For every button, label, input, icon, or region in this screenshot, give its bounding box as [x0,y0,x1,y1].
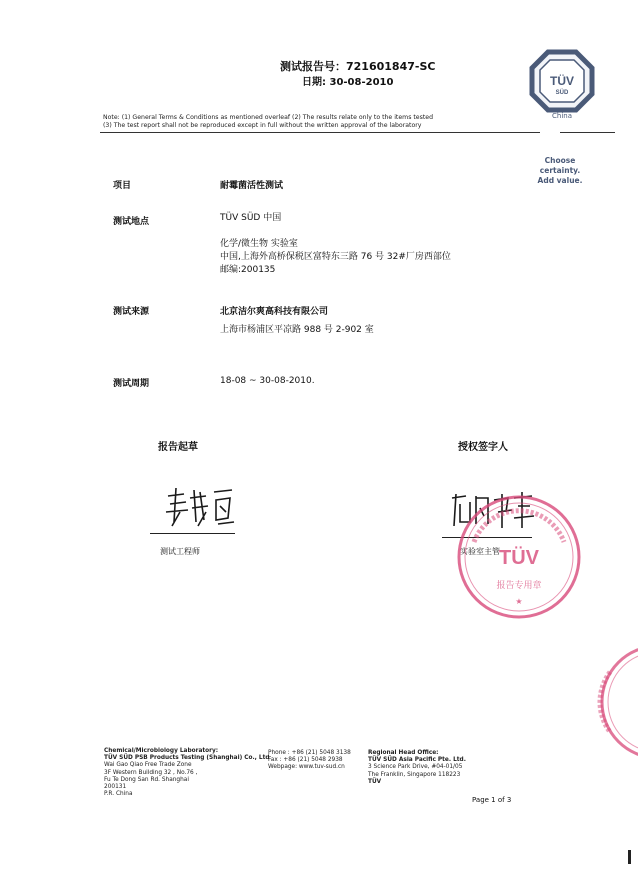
official-seal-stamp [454,492,584,622]
seal-bottom-text: 报告专用章 [496,581,542,591]
footer-regional-heading: Regional Head Office: [368,750,439,756]
footer-lab-line-5: Fu Te Dong San Rd. Shanghai [104,776,189,783]
source-label: 测试来源 [113,307,150,317]
footer-lab-line-6: 200131 [104,784,127,791]
drafter-signature [160,482,240,532]
logo-sub-text: SÜD [555,90,569,96]
slogan-line-2: Add value. [537,176,583,185]
source-company: 北京洁尔爽高科技有限公司 [220,307,329,317]
footer-lab-line-3: Wai Gao Qiao Free Trade Zone [104,762,192,769]
signatory-role: 实验室主管 [460,547,500,556]
footer-fax: Fax : +86 (21) 5048 2938 [268,757,343,764]
header-rule [100,132,540,133]
footer-contact-block [268,750,351,772]
site-line-2: 化学/微生物 实验室 [220,239,298,249]
header-rule-right [560,132,615,133]
logo-country: China [552,112,572,120]
period-label: 测试周期 [113,379,150,389]
item-label: 项目 [113,181,132,191]
footer-phone: Phone : +86 (21) 5048 3138 [268,750,351,756]
footer-regional-address-2: The Franklin, Singapore 118223 [368,771,461,778]
footer-lab-block [104,748,270,798]
scan-edge-mark [628,850,631,864]
footer-lab-company: TÜV SÜD PSB Products Testing (Shanghai) Co., Ltd [104,755,270,762]
footer-regional-block [368,750,466,786]
drafter-label: 报告起草 [158,442,198,453]
footer-webpage: Webpage: www.tuv-sud.cn [268,764,345,771]
page-number: Page 1 of 3 [472,796,512,804]
svg-text:★: ★ [515,597,523,606]
drafter-role: 测试工程师 [160,547,200,556]
logo-mark-text: TÜV [550,74,574,88]
note-line-2: (3) The test report shall not be reproduced except in full without the written approval of the laboratory [103,122,422,129]
footer-lab-heading: Chemical/Microbiology Laboratory: [104,748,219,754]
report-number: 测试报告号：721601847-SC [280,60,436,73]
partial-seal-stamp [596,642,638,762]
slogan-line-1: Choose certainty. [539,156,581,175]
site-line-1: TÜV SÜD 中国 [220,213,282,223]
tuv-octagon-icon [528,48,596,122]
drafter-sign-line [150,533,235,534]
note-block [103,114,513,130]
footer-regional-address-1: 3 Science Park Drive, #04-01/05 [368,764,463,771]
footer-lab-line-7: P.R. China [104,791,133,798]
seal-center-text: TÜV [499,547,539,569]
footer-regional-company: TÜV SÜD Asia Pacific Pte. Ltd. [368,757,466,764]
site-line-4: 邮编:200135 [220,265,276,275]
signatory-label: 授权签字人 [458,442,508,453]
footer-lab-line-4: 3F Western Building 32 , No.76 , [104,769,198,776]
tuv-logo [528,48,596,122]
site-line-3: 中国,上海外高桥保税区富特东三路 76 号 32#厂房西部位 [220,252,451,262]
source-address: 上海市杨浦区平凉路 988 号 2-902 室 [220,325,374,335]
item-value: 耐霉菌活性测试 [220,181,284,191]
site-label: 测试地点 [113,217,150,227]
footer-regional-mark: TÜV [368,778,382,785]
report-date: 日期: 30-08-2010 [302,77,394,88]
note-line-1: Note: (1) General Terms & Conditions as mentioned overleaf (2) The results relate only to the items tested [103,114,433,121]
slogan [525,156,595,186]
period-value: 18-08 ~ 30-08-2010. [220,376,315,386]
